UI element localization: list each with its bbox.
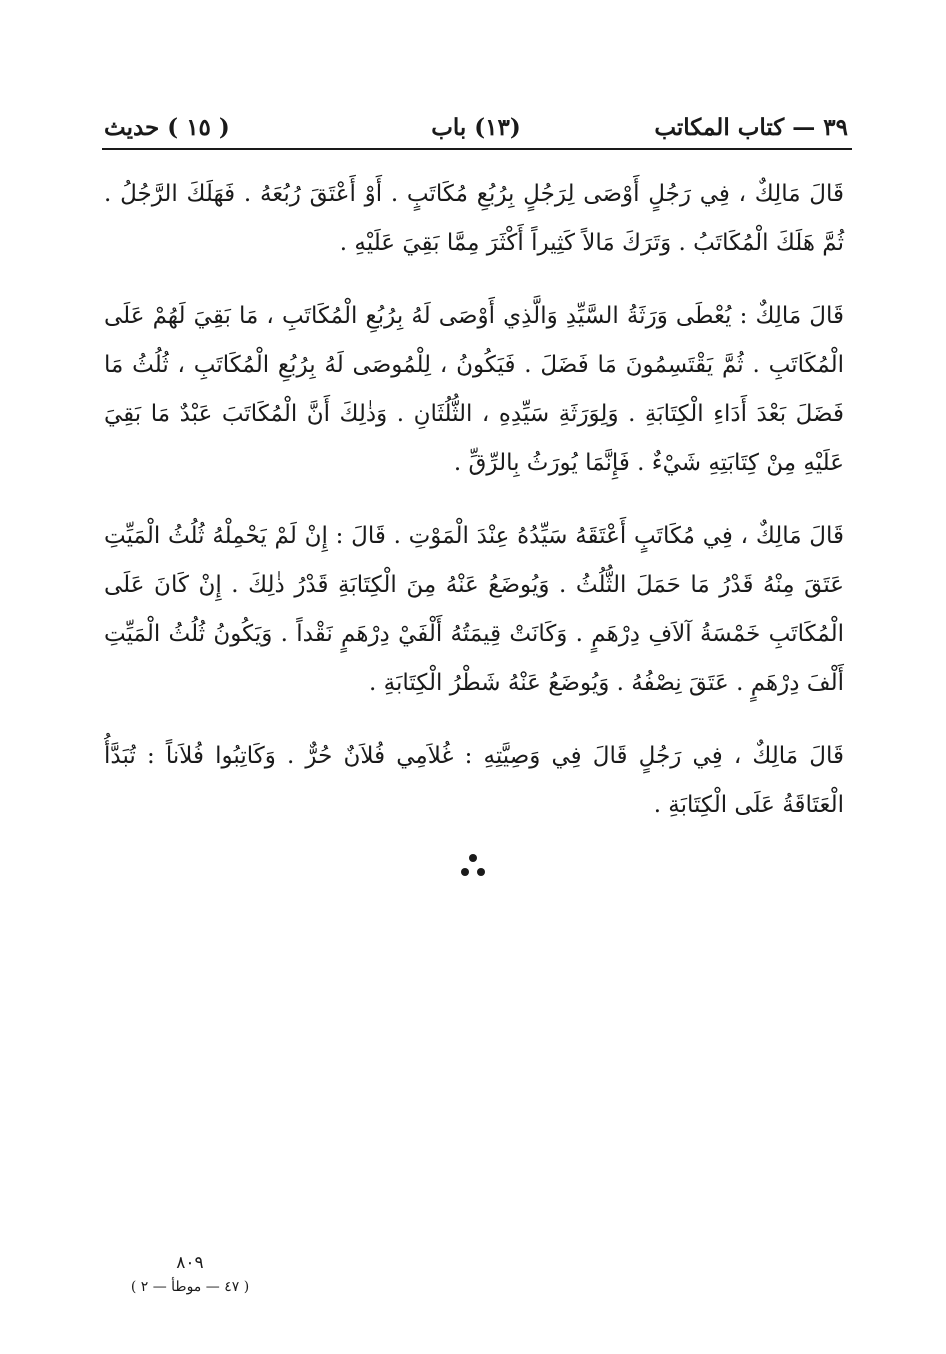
printer-signature: ( ٤٧ — موطأ — ٢ ) [130,1279,250,1295]
paragraph-4: قَالَ مَالِكٌ ، فِي رَجُلٍ قَالَ فِي وَصِيَّتِهِ : غُلاَمِي فُلاَنٌ حُرٌّ . وَكَاتِبُوا فُلاَناً : تُبَدَّأُ الْعَتَاقَةُ عَلَى الْكِتَابَةِ . [104,743,844,818]
section-end-ornament [448,848,498,888]
bab-label: (١٣) باب [431,114,521,141]
body-text [104,170,844,854]
ornament-dot [469,854,477,862]
paragraph-1: قَالَ مَالِكٌ ، فِي رَجُلٍ أَوْصَى لِرَجُلٍ بِرُبُعِ مُكَاتَبٍ . أَوْ أَعْتَقَ رُبُعَهُ . فَهَلَكَ الرَّجُلُ . ثُمَّ هَلَكَ الْمُكَاتَبُ . وَتَرَكَ مَالاً كَثِيراً أَكْثَرَ مِمَّا بَقِيَ عَلَيْهِ . [104,181,844,256]
header-rule [102,148,852,150]
page-footer [100,1250,280,1298]
page-number: ٨٠٩ [176,1253,204,1273]
hadith-label: ( ١٥ ) حديث [104,114,230,141]
ornament-dot [461,868,469,876]
chapter-title: ٣٩ — كتاب المكاتب [654,114,848,141]
paragraph-3: قَالَ مَالِكٌ ، فِي مُكَاتَبٍ أَعْتَقَهُ سَيِّدُهُ عِنْدَ الْمَوْتِ . قَالَ : إِنْ لَمْ يَحْمِلْهُ ثُلُثُ الْمَيِّتِ عَتَقَ مِنْهُ قَدْرُ مَا حَمَلَ الثُّلُثُ . وَيُوضَعُ عَنْهُ مِنَ الْكِتَابَةِ قَدْرُ ذٰلِكَ . إِنْ كَانَ عَلَى الْمُكَاتَبِ خَمْسَةُ آلاَفِ دِرْهَمٍ . وَكَانَتْ قِيمَتُهُ أَلْفَيْ دِرْهَمٍ نَقْداً . وَيَكُونُ ثُلُثُ الْمَيِّتِ أَلْفَ دِرْهَمٍ . عَتَقَ نِصْفُهُ . وَيُوضَعُ عَنْهُ شَطْرُ الْكِتَابَةِ . [104,523,844,696]
running-header [104,110,848,146]
ornament-dot [477,868,485,876]
paragraph-2: قَالَ مَالِكٌ : يُعْطَى وَرَثَةُ السَّيِّدِ وَالَّذِي أَوْصَى لَهُ بِرُبُعِ الْمُكَاتَبِ ، مَا بَقِيَ لَهُمْ عَلَى الْمُكَاتَبِ . ثُمَّ يَقْتَسِمُونَ مَا فَضَلَ . فَيَكُونُ ، لِلْمُوصَى لَهُ بِرُبُعِ الْمُكَاتَبِ ، ثُلُثُ مَا فَضَلَ بَعْدَ أَدَاءِ الْكِتَابَةِ . وَلِوَرَثَةِ سَيِّدِهِ ، الثُّلُثَانِ . وَذٰلِكَ أَنَّ الْمُكَاتَبَ عَبْدٌ مَا بَقِيَ عَلَيْهِ مِنْ كِتَابَتِهِ شَيْءٌ . فَإِنَّمَا يُورَثُ بِالرِّقِّ . [104,303,844,476]
